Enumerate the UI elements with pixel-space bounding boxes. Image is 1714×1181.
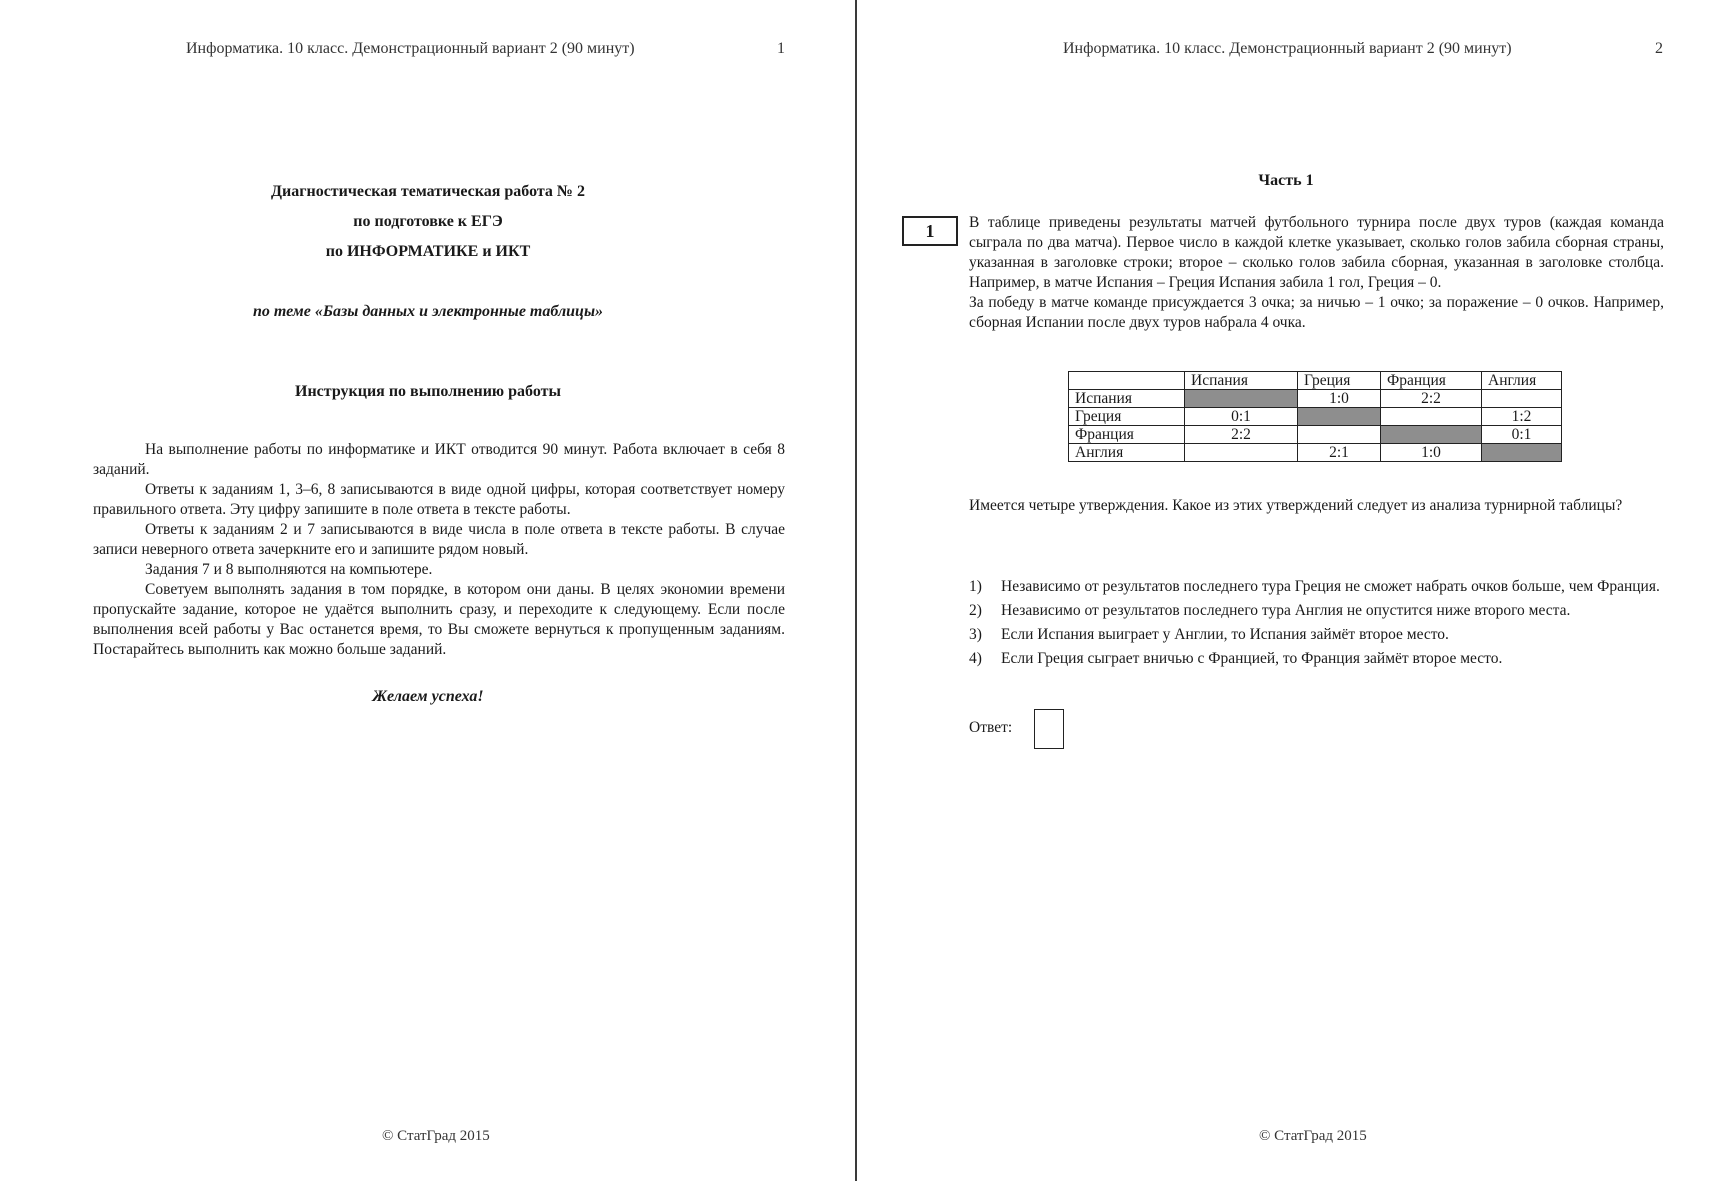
page-header: Информатика. 10 класс. Демонстрационный вариант 2 (90 минут): [1063, 40, 1512, 57]
question-text: Имеется четыре утверждения. Какое из этих утверждений следует из анализа турнирной таблицы?: [969, 497, 1623, 514]
row-header: Франция: [1069, 426, 1185, 444]
option-text: Если Греция сыграет вничью с Францией, то Франция займёт второе место.: [1001, 650, 1503, 667]
option-item: [969, 625, 1669, 645]
row-header: Греция: [1069, 408, 1185, 426]
option-item: [969, 577, 1669, 597]
answer-label: Ответ:: [969, 719, 1013, 736]
option-item: [969, 649, 1669, 669]
title-line-3: по ИНФОРМАТИКЕ и ИКТ: [325, 243, 531, 260]
table-corner: [1069, 372, 1185, 390]
option-number: 1): [969, 578, 982, 595]
page-footer: © СтатГрад 2015: [1259, 1128, 1367, 1144]
row-header: Англия: [1069, 444, 1185, 462]
table-cell: [1482, 390, 1562, 408]
page-divider: [855, 0, 857, 1181]
topic-line: по теме «Базы данных и электронные таблицы»: [252, 303, 604, 320]
table-cell-self: [1482, 444, 1562, 462]
table-cell: 2:2: [1185, 426, 1298, 444]
table-cell: 2:2: [1381, 390, 1482, 408]
option-text: Независимо от результатов последнего тура Греция не сможет набрать очков больше, чем Франция.: [1001, 578, 1660, 595]
task-number-box: 1: [902, 216, 958, 246]
column-header: Англия: [1482, 372, 1562, 390]
column-header: Испания: [1185, 372, 1298, 390]
instruction-paragraph: Советуем выполнять задания в том порядке, в котором они даны. В целях экономии времени пропускайте задание, которое не удаётся выполнить сразу, и переходите к следующему. Если после выполнения всей работы у Вас останется время, то Вы сможете вернуться к пропущенным заданиям. Постарайтесь выполнить как можно больше заданий.: [93, 581, 785, 658]
option-item: [969, 601, 1669, 621]
task-paragraph: За победу в матче команде присуждается 3 очка; за ничью – 1 очко; за поражение – 0 очков. Например, сборная Испании после двух туров набрала 4 очка.: [969, 294, 1664, 331]
table-row: [1069, 408, 1562, 426]
part-title: Часть 1: [1258, 172, 1314, 189]
answer-options: [969, 577, 1669, 673]
option-text: Независимо от результатов последнего тура Англия не опустится ниже второго места.: [1001, 602, 1571, 619]
instruction-paragraph: Задания 7 и 8 выполняются на компьютере.: [145, 561, 433, 578]
table-cell: 1:0: [1381, 444, 1482, 462]
table-cell-self: [1381, 426, 1482, 444]
task-statement: [969, 213, 1664, 333]
table-cell: 0:1: [1185, 408, 1298, 426]
table-row: [1069, 390, 1562, 408]
table-cell: 1:0: [1298, 390, 1381, 408]
page-number: 2: [1655, 40, 1663, 57]
table-cell: [1185, 444, 1298, 462]
table-cell: [1298, 426, 1381, 444]
task-paragraph: В таблице приведены результаты матчей футбольного турнира после двух туров (каждая команда сыграла по два матча). Первое число в каждой клетке указывает, сколько голов забила сборная страны, указанная в заголовке строки; второе – сколько голов забила сборная, указанная в заголовке столбца. Например, в матче Испания – Греция Испания забила 1 гол, Греция – 0.: [969, 214, 1664, 291]
tournament-table: [1068, 371, 1562, 462]
table-header-row: [1069, 372, 1562, 390]
option-number: 2): [969, 602, 982, 619]
page-number: 1: [777, 40, 785, 57]
option-number: 4): [969, 650, 982, 667]
page-header: Информатика. 10 класс. Демонстрационный вариант 2 (90 минут): [186, 40, 635, 57]
table-cell-self: [1185, 390, 1298, 408]
column-header: Греция: [1298, 372, 1381, 390]
column-header: Франция: [1381, 372, 1482, 390]
page-1: [0, 0, 856, 1181]
title-line-1: Диагностическая тематическая работа № 2: [270, 183, 586, 200]
table-row: [1069, 444, 1562, 462]
table-cell: 2:1: [1298, 444, 1381, 462]
option-text: Если Испания выиграет у Англии, то Испания займёт второе место.: [1001, 626, 1449, 643]
table-row: [1069, 426, 1562, 444]
table-cell: [1381, 408, 1482, 426]
instruction-paragraph: Ответы к заданиям 1, 3–6, 8 записываются в виде одной цифры, которая соответствует номеру правильного ответа. Эту цифру запишите в поле ответа в тексте работы.: [93, 481, 785, 518]
instruction-body: [93, 440, 785, 660]
instruction-paragraph: Ответы к заданиям 2 и 7 записываются в виде числа в поле ответа в тексте работы. В случае записи неверного ответа зачеркните его и запишите рядом новый.: [93, 521, 785, 558]
table-cell-self: [1298, 408, 1381, 426]
answer-input-box[interactable]: [1034, 709, 1064, 749]
wish-line: Желаем успеха!: [372, 688, 484, 705]
page-footer: © СтатГрад 2015: [382, 1128, 490, 1144]
table-cell: 1:2: [1482, 408, 1562, 426]
table-cell: 0:1: [1482, 426, 1562, 444]
title-line-2: по подготовке к ЕГЭ: [353, 213, 503, 230]
option-number: 3): [969, 626, 982, 643]
instruction-paragraph: На выполнение работы по информатике и ИКТ отводится 90 минут. Работа включает в себя 8 заданий.: [93, 441, 785, 478]
instruction-heading: Инструкция по выполнению работы: [295, 383, 561, 400]
row-header: Испания: [1069, 390, 1185, 408]
